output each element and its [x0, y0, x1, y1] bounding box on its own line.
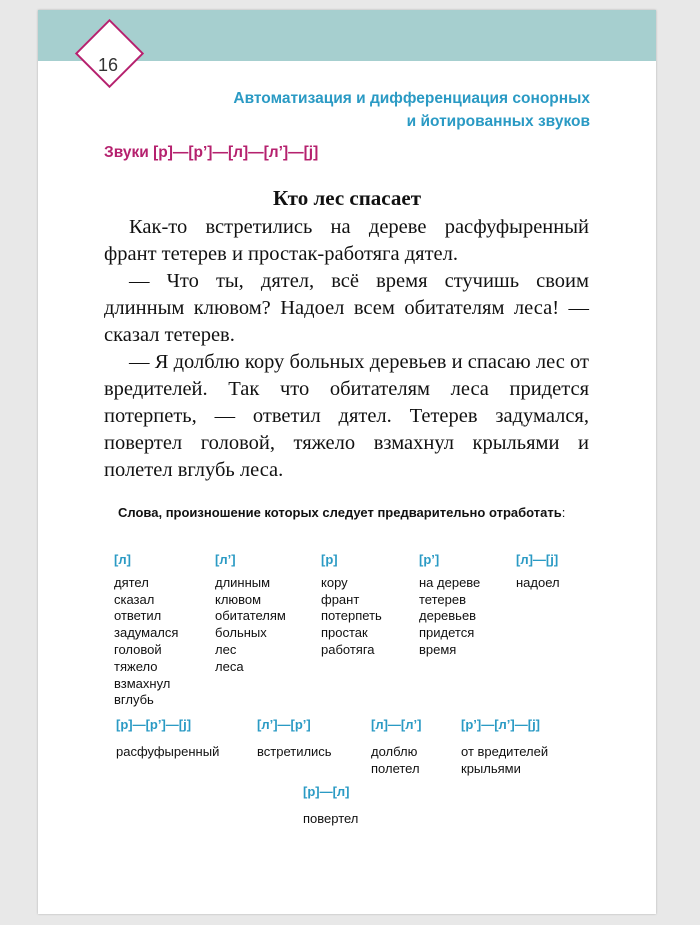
word-item: долблю — [371, 743, 418, 759]
sound-label: [л]—[л’] — [371, 717, 422, 732]
word-group-l-j — [516, 552, 560, 592]
story-text — [104, 214, 589, 484]
word-group-r — [321, 552, 382, 659]
word-item: вглубь — [114, 692, 154, 708]
sound-label: [л’]—[р’] — [257, 717, 311, 732]
word-item: работяга — [321, 641, 375, 657]
word-group-l — [114, 552, 178, 709]
page-number: 16 — [97, 55, 119, 75]
words-heading-text: Слова, произношение которых следует предварительно отработать — [118, 505, 562, 520]
sound-label: [л’] — [215, 552, 236, 567]
word-item: длинным — [215, 574, 271, 590]
word-item: головой — [114, 641, 162, 657]
word-item: клювом — [215, 591, 262, 607]
word-item: сказал — [114, 591, 155, 607]
word-item: тетерев — [419, 591, 467, 607]
chapter-title-line1: Автоматизация и дифференциация сонорных — [233, 90, 590, 107]
word-group-l-soft — [215, 552, 286, 676]
sound-label: [р] — [321, 552, 338, 567]
sound-label: [р’] — [419, 552, 440, 567]
sound-label: [л] — [114, 552, 131, 567]
word-item: обитателям — [215, 608, 286, 624]
words-heading-colon: : — [561, 505, 566, 520]
word-item: время — [419, 641, 457, 657]
word-item: надоел — [516, 574, 560, 590]
word-item: больных — [215, 625, 267, 641]
textbook-page — [38, 10, 656, 914]
word-item: взмахнул — [114, 675, 171, 691]
word-item: от вредителей — [461, 743, 549, 759]
word-item: франт — [321, 591, 360, 607]
word-group-lsoft-rsoft — [257, 717, 332, 761]
chapter-title-line2: и йотированных звуков — [406, 113, 590, 130]
word-item: встретились — [257, 743, 332, 759]
words-heading — [118, 502, 590, 523]
word-group-r-rsoft-j — [116, 717, 219, 761]
word-item: простак — [321, 625, 368, 641]
word-item: дятел — [114, 574, 149, 590]
sound-label: [л]—[j] — [516, 552, 559, 567]
word-item: придется — [419, 625, 475, 641]
sounds-subtitle: Звуки [р]—[р’]—[л]—[л’]—[j] — [104, 144, 319, 161]
word-item: полетел — [371, 760, 420, 776]
word-group-r-l — [303, 784, 358, 828]
word-item: на дереве — [419, 574, 481, 590]
word-item: задумался — [114, 625, 179, 641]
word-item: крыльями — [461, 760, 521, 776]
word-item: деревьев — [419, 608, 477, 624]
chapter-title — [233, 87, 590, 133]
word-group-rsoft-lsoft-j — [461, 717, 548, 777]
word-group-l-lsoft — [371, 717, 421, 777]
sound-label: [р’]—[л’]—[j] — [461, 717, 541, 732]
story-paragraph: — Что ты, дятел, всё время стучишь своим длинным клювом? Надоел всем обитателям леса! — сказал тетерев. — [104, 270, 589, 346]
sound-label: [р]—[р’]—[j] — [116, 717, 192, 732]
word-item: кору — [321, 574, 348, 590]
word-item: тяжело — [114, 658, 158, 674]
word-item: лес — [215, 641, 237, 657]
story-paragraph: — Я долблю кору больных деревьев и спасаю лес от вредителей. Так что обитателям леса придется потерпеть, — ответил дятел. Тетерев задумался, повертел головой, тяжело взмахнул крыльями и полетел вглубь леса. — [104, 351, 589, 481]
word-item: ответил — [114, 608, 162, 624]
word-item: леса — [215, 658, 244, 674]
sound-label: [р]—[л] — [303, 784, 350, 799]
story-paragraph: Как-то встретились на дереве расфуфыренный франт тетерев и простак-работяга дятел. — [104, 216, 589, 265]
story-title: Кто лес спасает — [272, 186, 422, 210]
word-item: потерпеть — [321, 608, 382, 624]
word-item: повертел — [303, 810, 359, 826]
word-item: расфуфыренный — [116, 743, 220, 759]
word-group-r-soft — [419, 552, 480, 659]
